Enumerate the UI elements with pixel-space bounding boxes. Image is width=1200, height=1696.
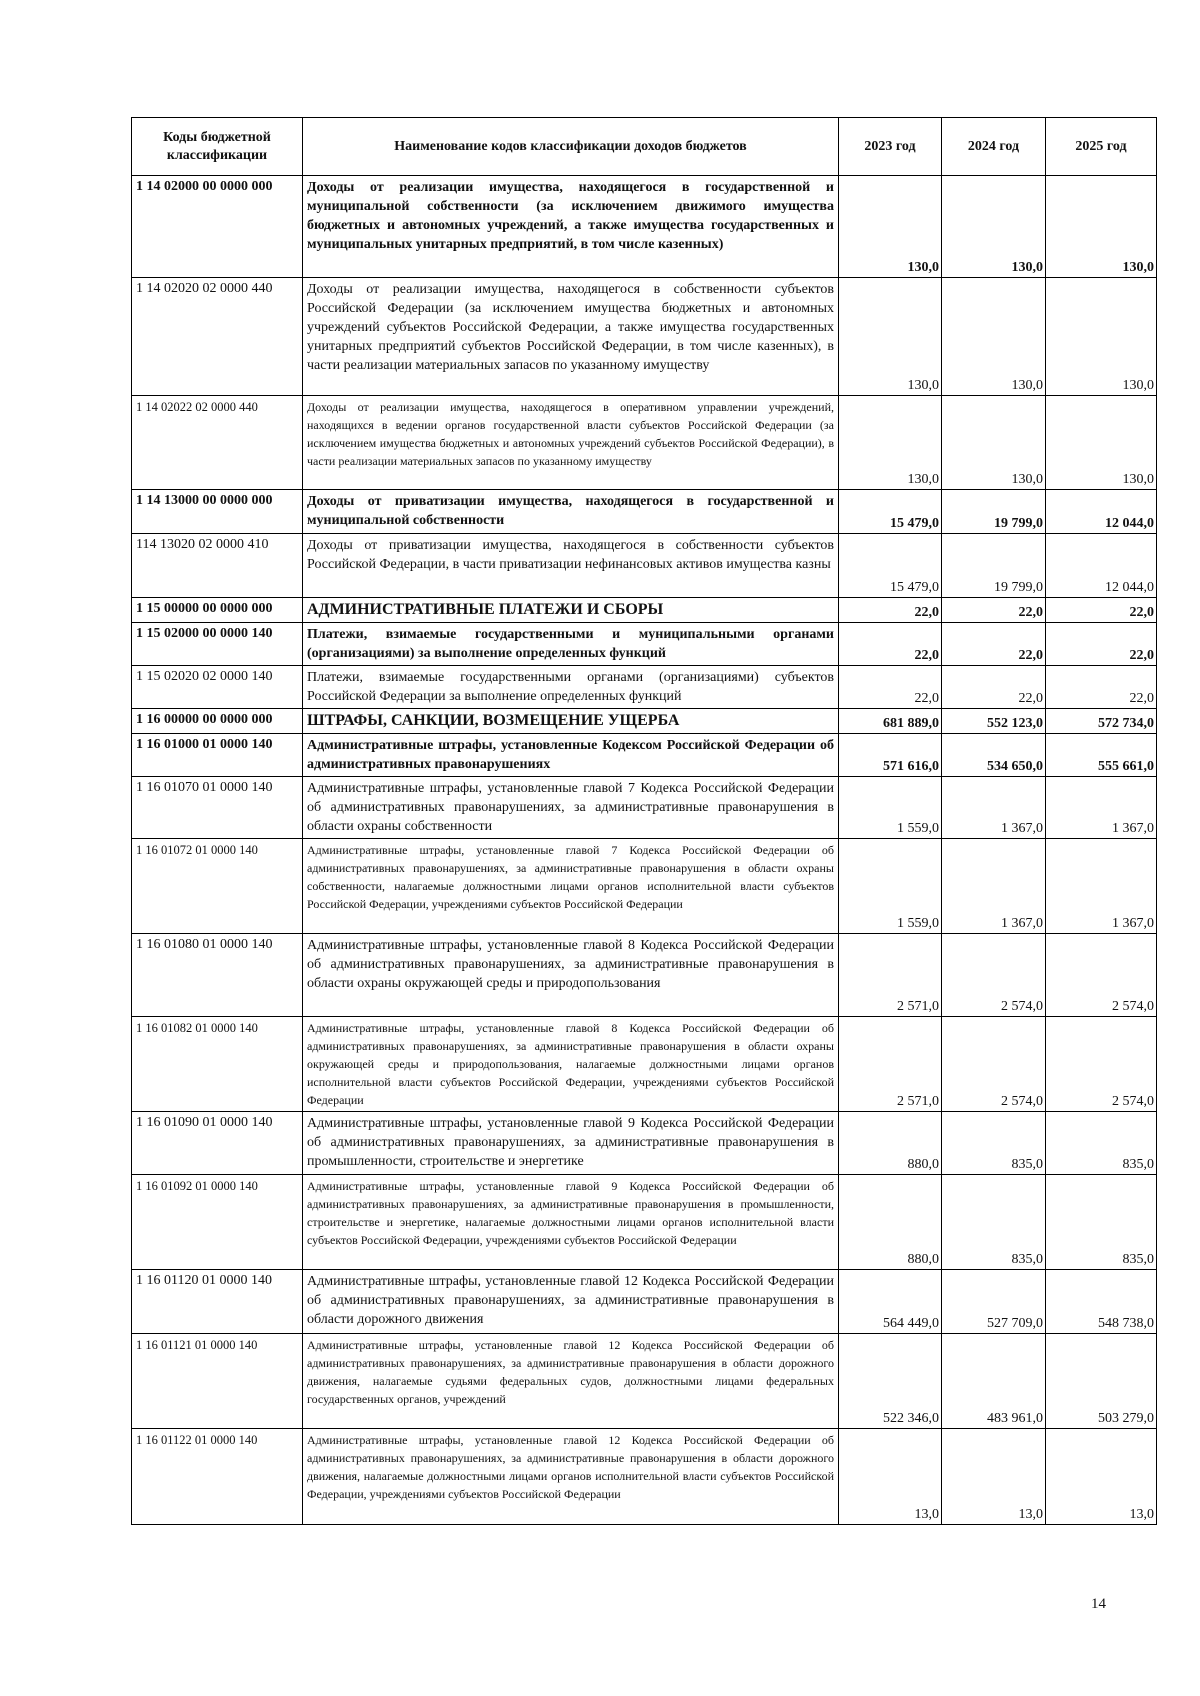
- value-2025: 1 367,0: [1046, 839, 1157, 934]
- table-row: [132, 839, 1157, 934]
- value-2023: 130,0: [839, 396, 942, 490]
- page-number: 14: [1091, 1596, 1106, 1612]
- value-2024: 483 961,0: [942, 1334, 1046, 1429]
- code-cell: 1 14 02020 02 0000 440: [132, 278, 303, 396]
- value-2024: 835,0: [942, 1175, 1046, 1270]
- table-row: [132, 1429, 1157, 1525]
- code-cell: 1 14 13000 00 0000 000: [132, 490, 303, 534]
- table-row: [132, 934, 1157, 1017]
- value-2024: 552 123,0: [942, 709, 1046, 734]
- value-2023: 564 449,0: [839, 1270, 942, 1334]
- value-2023: 571 616,0: [839, 734, 942, 777]
- code-cell: 1 16 01070 01 0000 140: [132, 777, 303, 839]
- value-2024: 19 799,0: [942, 534, 1046, 598]
- name-cell: Платежи, взимаемые государственными и муниципальными органами (организациями) за выполнение определенных функций: [303, 623, 839, 666]
- value-2025: 548 738,0: [1046, 1270, 1157, 1334]
- value-2023: 880,0: [839, 1175, 942, 1270]
- value-2024: 1 367,0: [942, 839, 1046, 934]
- value-2025: 2 574,0: [1046, 1017, 1157, 1112]
- value-2025: 130,0: [1046, 278, 1157, 396]
- name-cell: Доходы от реализации имущества, находящегося в государственной и муниципальной собственности (за исключением движимого имущества бюджетных и автономных учреждений, а также имущества государственных и муниципальных унитарных предприятий, в том числе казенных): [303, 176, 839, 278]
- value-2024: 22,0: [942, 598, 1046, 623]
- value-2025: 12 044,0: [1046, 534, 1157, 598]
- value-2024: 2 574,0: [942, 934, 1046, 1017]
- code-cell: 1 16 01090 01 0000 140: [132, 1112, 303, 1175]
- value-2025: 1 367,0: [1046, 777, 1157, 839]
- value-2024: 1 367,0: [942, 777, 1046, 839]
- code-cell: 1 14 02022 02 0000 440: [132, 396, 303, 490]
- value-2025: 13,0: [1046, 1429, 1157, 1525]
- code-cell: 1 16 01121 01 0000 140: [132, 1334, 303, 1429]
- value-2024: 13,0: [942, 1429, 1046, 1525]
- value-2023: 22,0: [839, 666, 942, 709]
- value-2025: 22,0: [1046, 623, 1157, 666]
- table-row: [132, 534, 1157, 598]
- code-cell: 1 15 00000 00 0000 000: [132, 598, 303, 623]
- value-2025: 12 044,0: [1046, 490, 1157, 534]
- value-2024: 130,0: [942, 396, 1046, 490]
- code-cell: 1 16 01082 01 0000 140: [132, 1017, 303, 1112]
- table-row: [132, 176, 1157, 278]
- table-row: [132, 777, 1157, 839]
- value-2024: 130,0: [942, 176, 1046, 278]
- name-cell: Административные штрафы, установленные главой 7 Кодекса Российской Федерации об административных правонарушениях, за административные правонарушения в области охраны собственности, налагаемые должностными лицами органов исполнительной власти субъектов Российской Федерации, учреждениями субъектов Российской Федерации: [303, 839, 839, 934]
- name-cell: Административные штрафы, установленные главой 9 Кодекса Российской Федерации об административных правонарушениях, за административные правонарушения в промышленности, строительстве и энергетике: [303, 1112, 839, 1175]
- value-2023: 130,0: [839, 176, 942, 278]
- value-2025: 22,0: [1046, 666, 1157, 709]
- value-2023: 522 346,0: [839, 1334, 942, 1429]
- value-2024: 835,0: [942, 1112, 1046, 1175]
- value-2024: 130,0: [942, 278, 1046, 396]
- name-cell: Административные штрафы, установленные главой 7 Кодекса Российской Федерации об административных правонарушениях, за административные правонарушения в области охраны собственности: [303, 777, 839, 839]
- value-2023: 130,0: [839, 278, 942, 396]
- header-2023: 2023 год: [839, 118, 942, 176]
- value-2025: 555 661,0: [1046, 734, 1157, 777]
- value-2023: 22,0: [839, 598, 942, 623]
- code-cell: 114 13020 02 0000 410: [132, 534, 303, 598]
- table-row: [132, 396, 1157, 490]
- code-cell: 1 16 01120 01 0000 140: [132, 1270, 303, 1334]
- table-row: [132, 666, 1157, 709]
- value-2025: 572 734,0: [1046, 709, 1157, 734]
- table-row: [132, 278, 1157, 396]
- name-cell: Доходы от реализации имущества, находящегося в оперативном управлении учреждений, находящихся в ведении органов государственной власти субъектов Российской Федерации (за исключением имущества бюджетных и автономных учреждений субъектов Российской Федерации), в части реализации материальных запасов по указанному имуществу: [303, 396, 839, 490]
- code-cell: 1 14 02000 00 0000 000: [132, 176, 303, 278]
- name-cell: Доходы от приватизации имущества, находящегося в собственности субъектов Российской Федерации, в части приватизации нефинансовых активов имущества казны: [303, 534, 839, 598]
- table-row: [132, 598, 1157, 623]
- value-2023: 880,0: [839, 1112, 942, 1175]
- header-2024: 2024 год: [942, 118, 1046, 176]
- budget-revenue-table: [131, 117, 1157, 1525]
- value-2023: 681 889,0: [839, 709, 942, 734]
- value-2025: 2 574,0: [1046, 934, 1157, 1017]
- name-cell: Административные штрафы, установленные главой 12 Кодекса Российской Федерации об административных правонарушениях, за административные правонарушения в области дорожного движения, налагаемые должностными лицами органов исполнительной власти субъектов Российской Федерации, учреждениями субъектов Российской Федерации: [303, 1429, 839, 1525]
- value-2025: 835,0: [1046, 1112, 1157, 1175]
- table-row: [132, 1175, 1157, 1270]
- name-cell: АДМИНИСТРАТИВНЫЕ ПЛАТЕЖИ И СБОРЫ: [303, 598, 839, 623]
- value-2025: 835,0: [1046, 1175, 1157, 1270]
- table-row: [132, 1112, 1157, 1175]
- value-2024: 2 574,0: [942, 1017, 1046, 1112]
- value-2025: 130,0: [1046, 176, 1157, 278]
- value-2023: 2 571,0: [839, 1017, 942, 1112]
- value-2025: 22,0: [1046, 598, 1157, 623]
- value-2024: 534 650,0: [942, 734, 1046, 777]
- table-row: [132, 709, 1157, 734]
- value-2024: 22,0: [942, 666, 1046, 709]
- table-row: [132, 1334, 1157, 1429]
- name-cell: ШТРАФЫ, САНКЦИИ, ВОЗМЕЩЕНИЕ УЩЕРБА: [303, 709, 839, 734]
- header-code: Коды бюджетной классификации: [132, 118, 303, 176]
- value-2024: 19 799,0: [942, 490, 1046, 534]
- value-2023: 1 559,0: [839, 839, 942, 934]
- value-2024: 22,0: [942, 623, 1046, 666]
- name-cell: Административные штрафы, установленные главой 8 Кодекса Российской Федерации об административных правонарушениях, за административные правонарушения в области охраны окружающей среды и природопользования: [303, 934, 839, 1017]
- name-cell: Административные штрафы, установленные главой 12 Кодекса Российской Федерации об административных правонарушениях, за административные правонарушения в области дорожного движения, налагаемые судьями федеральных судов, должностными лицами федеральных государственных органов, учреждений: [303, 1334, 839, 1429]
- code-cell: 1 16 01000 01 0000 140: [132, 734, 303, 777]
- code-cell: 1 16 01092 01 0000 140: [132, 1175, 303, 1270]
- value-2025: 130,0: [1046, 396, 1157, 490]
- code-cell: 1 15 02020 02 0000 140: [132, 666, 303, 709]
- table-row: [132, 1017, 1157, 1112]
- value-2023: 13,0: [839, 1429, 942, 1525]
- name-cell: Доходы от реализации имущества, находящегося в собственности субъектов Российской Федерации (за исключением имущества бюджетных и автономных учреждений субъектов Российской Федерации, а также имущества государственных унитарных предприятий субъектов Российской Федерации, в том числе казенных), в части реализации материальных запасов по указанному имуществу: [303, 278, 839, 396]
- value-2023: 15 479,0: [839, 534, 942, 598]
- header-2025: 2025 год: [1046, 118, 1157, 176]
- name-cell: Административные штрафы, установленные Кодексом Российской Федерации об административных правонарушениях: [303, 734, 839, 777]
- value-2024: 527 709,0: [942, 1270, 1046, 1334]
- value-2025: 503 279,0: [1046, 1334, 1157, 1429]
- value-2023: 2 571,0: [839, 934, 942, 1017]
- value-2023: 22,0: [839, 623, 942, 666]
- table-row: [132, 734, 1157, 777]
- name-cell: Платежи, взимаемые государственными органами (организациями) субъектов Российской Федерации за выполнение определенных функций: [303, 666, 839, 709]
- value-2023: 1 559,0: [839, 777, 942, 839]
- value-2023: 15 479,0: [839, 490, 942, 534]
- table-row: [132, 623, 1157, 666]
- table-row: [132, 1270, 1157, 1334]
- code-cell: 1 16 01122 01 0000 140: [132, 1429, 303, 1525]
- code-cell: 1 16 01072 01 0000 140: [132, 839, 303, 934]
- name-cell: Административные штрафы, установленные главой 9 Кодекса Российской Федерации об административных правонарушениях, за административные правонарушения в промышленности, строительстве и энергетике, налагаемые должностными лицами органов исполнительной власти субъектов Российской Федерации, учреждениями субъектов Российской Федерации: [303, 1175, 839, 1270]
- header-name: Наименование кодов классификации доходов бюджетов: [303, 118, 839, 176]
- code-cell: 1 16 01080 01 0000 140: [132, 934, 303, 1017]
- name-cell: Административные штрафы, установленные главой 12 Кодекса Российской Федерации об административных правонарушениях, за административные правонарушения в области дорожного движения: [303, 1270, 839, 1334]
- name-cell: Доходы от приватизации имущества, находящегося в государственной и муниципальной собственности: [303, 490, 839, 534]
- code-cell: 1 16 00000 00 0000 000: [132, 709, 303, 734]
- table-row: [132, 490, 1157, 534]
- code-cell: 1 15 02000 00 0000 140: [132, 623, 303, 666]
- table-header-row: [132, 118, 1157, 176]
- name-cell: Административные штрафы, установленные главой 8 Кодекса Российской Федерации об административных правонарушениях, за административные правонарушения в области охраны окружающей среды и природопользования, налагаемые должностными лицами органов исполнительной власти субъектов Российской Федерации, учреждениями субъектов Российской Федерации: [303, 1017, 839, 1112]
